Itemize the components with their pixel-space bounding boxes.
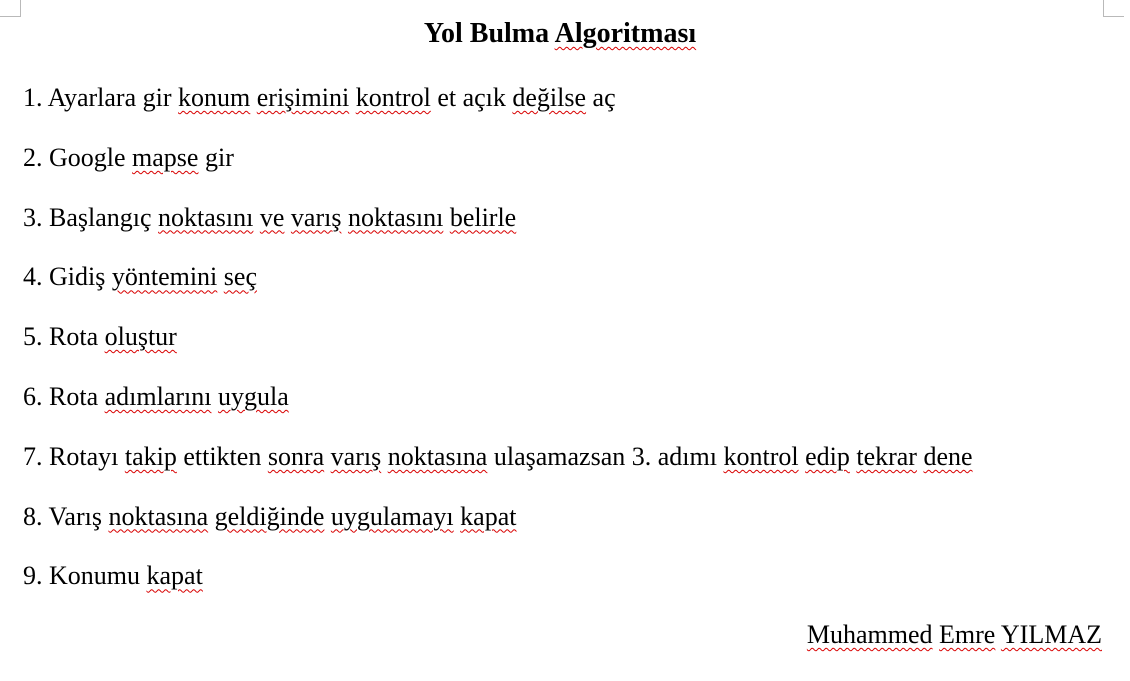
step-word: kapat (460, 501, 517, 531)
step-word: ettikten (183, 441, 262, 471)
step-number: 8. (23, 501, 43, 531)
step-word: açık (462, 83, 506, 112)
step-number: 7. (23, 441, 43, 471)
step-word: geldiğinde (214, 501, 325, 531)
step-word: noktasını (158, 202, 254, 232)
step-word: uygulamayı (330, 501, 454, 531)
step-word: Ayarlara (47, 83, 137, 112)
step-number: 5. (23, 322, 43, 352)
step-word: değilse (512, 83, 587, 112)
step-word: noktasına (108, 501, 209, 531)
step-word: noktasına (387, 441, 488, 471)
step-word: seç (223, 262, 257, 292)
step-word: aç (592, 83, 616, 112)
step-item (23, 377, 973, 417)
step-word: dene (923, 441, 973, 471)
step-word: kapat (146, 561, 203, 591)
step-word: varış (330, 441, 382, 471)
step-word: Varış (48, 501, 102, 531)
algorithm-steps-list (23, 78, 973, 616)
step-word: ve (259, 202, 285, 232)
step-word: adımı (657, 441, 717, 471)
step-word: yöntemini (111, 262, 218, 292)
step-word: Rotayı (49, 441, 119, 471)
step-item (23, 198, 973, 238)
step-word: noktasını (347, 202, 444, 232)
step-item (23, 78, 973, 118)
step-item (23, 556, 973, 596)
step-item (23, 497, 973, 537)
step-word: Konumu (49, 561, 140, 591)
step-number: 4. (23, 262, 43, 292)
step-word: et (437, 83, 457, 112)
step-word: Gidiş (49, 262, 106, 292)
step-word: sonra (267, 441, 325, 471)
step-word: ulaşamazsan (493, 441, 626, 471)
title-word: Bulma (469, 18, 550, 49)
title-word: Yol (423, 18, 463, 49)
title-word: Algoritması (554, 18, 697, 49)
step-word: gir (142, 83, 172, 112)
step-word: erişimini (256, 83, 350, 112)
step-word: tekrar (856, 441, 917, 471)
step-number: 1. (23, 83, 43, 112)
step-item (23, 317, 973, 357)
step-word: Google (49, 142, 126, 172)
step-number: 6. (23, 381, 43, 411)
step-word: varış (290, 202, 342, 232)
step-word: 3. (631, 441, 652, 471)
step-item (23, 437, 973, 477)
step-word: mapse (132, 142, 199, 172)
author-word: Muhammed (806, 620, 933, 649)
step-word: gir (204, 142, 234, 172)
step-word: Rota (49, 322, 99, 352)
step-word: edip (805, 441, 850, 471)
step-word: konum (178, 83, 251, 112)
step-item (23, 138, 973, 178)
step-number: 3. (23, 202, 43, 232)
step-item (23, 257, 973, 297)
step-word: takip (124, 441, 177, 471)
author-word: Emre (939, 620, 996, 649)
author-word: YILMAZ (1000, 620, 1102, 649)
step-word: kontrol (723, 441, 799, 471)
step-word: Başlangıç (49, 202, 152, 232)
step-word: oluştur (104, 322, 177, 352)
author-signature (807, 615, 1102, 655)
step-word: Rota (49, 381, 99, 411)
document-title (0, 14, 1120, 54)
step-word: uygula (217, 381, 289, 411)
step-word: kontrol (355, 83, 431, 112)
step-number: 2. (23, 142, 43, 172)
step-word: belirle (449, 202, 517, 232)
step-number: 9. (23, 561, 43, 591)
step-word: adımlarını (104, 381, 212, 411)
